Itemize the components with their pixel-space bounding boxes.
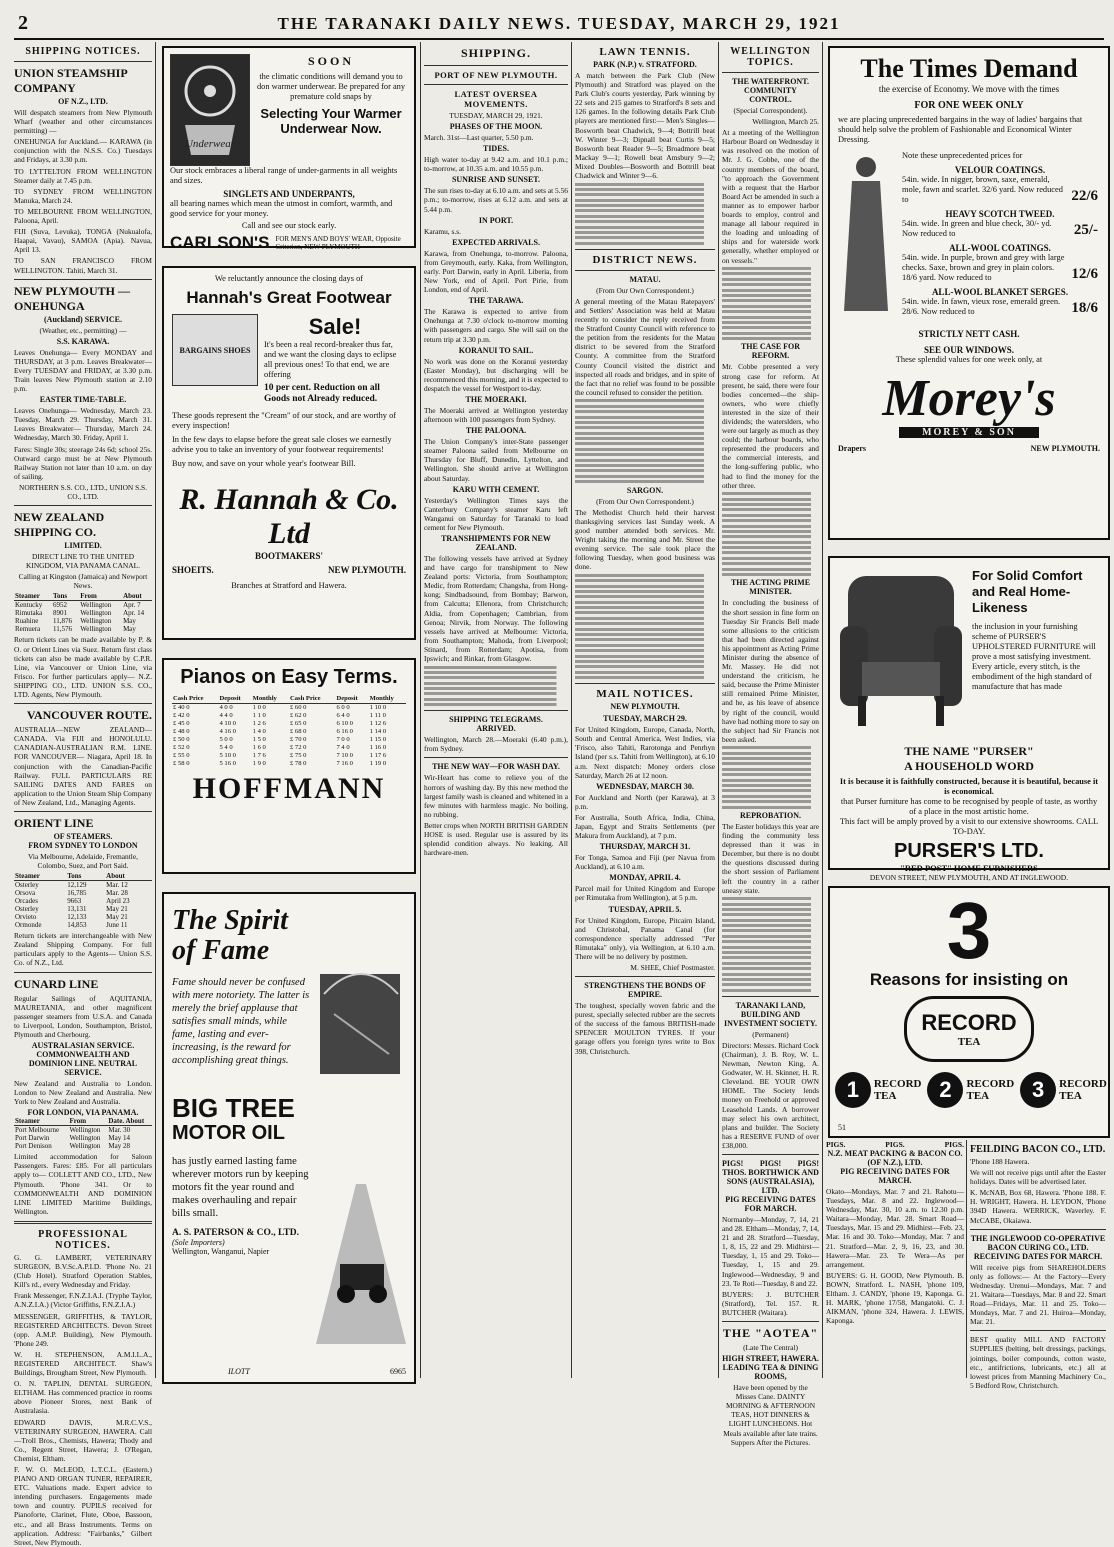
masthead-title: THE TARANAKI DAILY NEWS. TUESDAY, MARCH 29, 1921 xyxy=(277,14,841,33)
moreys-brand: Morey's xyxy=(882,370,1056,427)
table-row: £ 55 0 5 10 0 1 7 6 £ 75 0 7 10 0 1 17 6 xyxy=(173,752,387,759)
ad-text: It is because it is faithfully constructed, because it is beautiful, because it is economical. xyxy=(839,777,1099,796)
company-sub: LIMITED. xyxy=(64,541,102,551)
ad-subheading: THE NAME "PURSER" xyxy=(904,744,1034,758)
ad-text: NEW PLYMOUTH. xyxy=(327,565,406,575)
company-name: THOS. BORTHWICK AND SONS (AUSTRALASIA), LTD. xyxy=(722,1167,819,1195)
underwear-illustration xyxy=(170,54,250,166)
bigtree-motor-oil-ad xyxy=(162,892,416,1384)
article-text: Normanby—Monday, 7, 14, 21 and 28. Eltham—Monday, 7, 14, 21 and 28. Stratford—Tuesday, 1, 8, 15, 22 and 29. Midhirst—Tuesday, 1, 15 and 29. Toko—Tuesday, 1, 15 and 29. Inglewood—Wednesday, 9 and 23. Te Roti—Tuesday, 8 and 22. xyxy=(722,1214,819,1288)
notice-text: (Weather, etc., permitting) — xyxy=(39,325,127,335)
ad-text: Our stock embraces a liberal range of under-garments in all weights and sizes. xyxy=(170,166,398,185)
company-name: VANCOUVER ROUTE. xyxy=(26,708,152,723)
table-header: Tons xyxy=(52,592,79,601)
table-header: Steamer xyxy=(14,872,66,881)
article-text: The Easter holidays this year are finding the community less depressed than it was in December, but there is no doubt the questions discussed during the short session of Parliament left the country in a rather uneasy state. xyxy=(722,821,819,895)
subheading: COMMUNITY CONTROL. xyxy=(744,86,797,104)
table-row: Port Melbourne Wellington Mar. 30 xyxy=(15,1126,131,1135)
ad-text: Buy now, and save on your whole year's footwear Bill. xyxy=(172,459,356,468)
table-header: From xyxy=(68,1117,107,1126)
table-row: Osterley 12,129 Mar. 12 xyxy=(15,881,128,890)
table-row: Kentucky 6952 Wellington Apr. 7 xyxy=(15,601,141,610)
price-item-price: 18/6 xyxy=(1071,300,1098,316)
subheading: THE TARAWA. xyxy=(468,296,524,306)
article-text: March. 31st—Last quarter, 5.50 p.m. xyxy=(424,133,534,143)
hoffmann-brand: HOFFMANN xyxy=(192,772,386,805)
record-reason xyxy=(1020,1072,1107,1108)
woman-in-coat-illustration xyxy=(838,151,894,321)
byline: (From Our Own Correspondent.) xyxy=(596,285,694,295)
company-name: THE INGLEWOOD CO-OPERATIVE BACON CURING CO., LTD. xyxy=(970,1233,1106,1252)
ad-text: the climatic conditions will demand you to don warmer underwear. Be prepared for any premature cold snaps by xyxy=(256,72,406,101)
section-heading: PROFESSIONAL NOTICES. xyxy=(38,1228,128,1251)
column-rule xyxy=(571,42,572,1378)
price-item-price: 22/6 xyxy=(1071,188,1098,204)
subheading: RECEIVING DATES FOR MARCH. xyxy=(973,1251,1103,1261)
article-text: Okato—Mondays, Mar. 7 and 21. Rahotu—Tuesdays, Mar. 8 and 22. Inglewood—Wednesday, Mar. 30, 10 a.m. to 12.30 p.m. Waitara—Monday, Mar. 28. Smart Road—Tuesdays, Mar. 15 and 29. Midhirst—Feb. 23, Mar. 16 and 30. Toko—Monday, Mar. 7 and 21. Stratford—Mar. 2, 9, 16, 23, and 30. Hawera—Mar. 23. Te Wera—As per arrangement. xyxy=(826,1187,964,1269)
column-rule xyxy=(420,42,421,1378)
reason-label: RECORD TEA xyxy=(1059,1078,1107,1102)
table-row: £ 48 0 4 16 0 1 4 0 £ 68 0 6 16 0 1 14 0 xyxy=(173,728,387,735)
pursers-furniture-ad xyxy=(828,556,1110,882)
professional-notice: O. N. TAPLIN, DENTAL SURGEON, ELTHAM. Has commenced practice in rooms above Pioneer Stores, next Bank of Australasia. xyxy=(14,1379,152,1416)
byline: (Late The Central) xyxy=(743,1343,798,1353)
ad-headline: Selecting Your Warmer Underwear Now. xyxy=(260,106,402,136)
article-text: Directors: Messrs. Richard Cock (Chairman), J. B. Roy, W. L. Newman, Newton King, A. Godwater, W. H. Skinner, H. R. Cleveland. BE YOUR OWN HOME. The Society lends money on Freehold or approved Leasehold Lands. A borrower may select his own architect, plans and builder. The Society has a RESERVE FUND of over £38,000. xyxy=(722,1040,819,1150)
notice-text: Will despatch steamers from New Plymouth Wharf (weather and other circumstances permitting) — xyxy=(14,108,152,136)
mail-day: WEDNESDAY, MARCH 30. xyxy=(596,781,694,791)
record-brand: RECORD xyxy=(921,1010,1017,1035)
subheading: THE MOERAKI. xyxy=(465,394,527,404)
mill-supplies-notice: BEST quality MILL AND FACTORY SUPPLIES (belting, belt dressings, packings, jointings, boiler compounds, cotton waste, etc., antifrictions, lubricants, etc.) all at lowest prices from Manning Machinery Co., 5 Bedford Row, Christchurch. xyxy=(970,1335,1106,1390)
table-row: Rimutaka 8901 Wellington Apr. 14 xyxy=(15,609,145,618)
road-car-illustration xyxy=(316,1144,406,1344)
mail-text: For United Kingdom, Europe, Canada, North, South and Central America, West Indies, via 'Frisco, also Tahiti, Rarotonga and Penrhyn Island (per s.s. Tahiti from Wellington), at 6.10 a.m. Next dispatch: Money orders close Saturday, March 26 at 12 noon. xyxy=(575,725,715,780)
article-text: Karamu, s.s. xyxy=(424,226,461,236)
mail-day: TUESDAY, APRIL 5. xyxy=(608,904,682,914)
table-row: £ 40 0 4 0 0 1 0 0 £ 60 0 6 0 0 1 10 0 xyxy=(173,704,387,711)
ad-text: (Sole Importers) xyxy=(172,1238,225,1247)
table-header: About xyxy=(122,592,152,601)
ad-text: NEW PLYMOUTH. xyxy=(1030,444,1100,453)
mail-text: For Australia, South Africa, India, China, Japan, Egypt and Straits Settlements (per Makura from Auckland), at 7 p.m. xyxy=(575,812,715,841)
notice-text: Via Melbourne, Adelaide, Fremantle, Colombo, Suez, and Port Said. xyxy=(28,851,138,871)
ad-text: that Purser furniture has come to be recognised by people of taste, as worthy of a place in the most artistic home. xyxy=(840,797,1098,816)
page-number: 2 xyxy=(18,12,28,34)
sailing-table xyxy=(14,592,152,633)
ad-subheading: "RED POST" HOME FURNISHERS xyxy=(900,863,1038,873)
bigtree-brand: BIG TREE xyxy=(172,1093,295,1123)
company-name: FEILDING BACON CO., LTD. xyxy=(970,1144,1106,1155)
ad-text: the inclusion in your furnishing scheme of PURSER'S UPHOLSTERED FURNITURE will prove a most satisfying investment. Every article, every stitch, is the embodiment of the high standard of manufacture that has made xyxy=(972,622,1096,691)
table-header: From xyxy=(79,592,122,601)
section-heading: WELLINGTON TOPICS. xyxy=(730,46,811,68)
notice-text: AUSTRALIA—NEW ZEALAND—CANADA. Via FIJI and HONOLULU. CANADIAN-AUSTRALIAN R.M. LINE. FOR VANCOUVER— Niagara, April 18. In conjunction with the Canadian-Pacific Railway. FULL PARTICULARS RE SAILING DATES AND FARES on application to the Union Steam Ship Company of New Zealand, Ltd., Managing Agents. xyxy=(14,725,152,807)
article-text: Better crops when NORTH BRITISH GARDEN HOSE is used. Regular use is assured by its splendid condition always. No leaking. All hardware-men. xyxy=(424,820,568,858)
price-item-price: 12/6 xyxy=(1071,266,1098,282)
table-row: Port Denison Wellington May 28 xyxy=(15,1142,130,1151)
notice-text: Leaves Onehunga— Wednesday, March 23. Tuesday, March 29. Thursday, March 31. Leaves Breakwater— Thursday, March 24. Wednesday, March 30. Friday, April 1. xyxy=(14,406,152,443)
article-text: BUYERS: G. H. GOOD, New Plymouth. B. BOWN, Stratford. L. NASH, 'phone 109, Eltham. J. CANDY, 'phone 19, Kaponga. G. H. MARK, 'phone 17/58, Mangatoki. C. J. AIKMAN, 'phone 324, Hawera. J. LEWIS, Kaponga. xyxy=(826,1270,964,1326)
ad-text: all bearing names which mean the utmost in comfort, warmth, and good service for your money. xyxy=(170,199,393,218)
ad-subheading: SEE OUR WINDOWS. xyxy=(923,345,1015,355)
notice-text: TO SAN FRANCISCO FROM WELLINGTON. Tahiti, March 31. xyxy=(14,256,152,275)
article-text: Will receive pigs from SHAREHOLDERS only as follows:— At the Factory—Every Wednesday. Urenui—Mondays, Mar. 7 and 21. Waitara—Tuesdays, Mar. 8 and 22. Smart Road—Fridays, Mar. 11 and 25. Toko—Mondays, Mar. 7 and 21. Huiroa—Monday, Mar. 21. xyxy=(970,1262,1106,1327)
price-item xyxy=(902,243,1098,283)
table-header: About xyxy=(105,872,152,881)
column-rule xyxy=(822,42,823,1378)
section-heading: SHIPPING NOTICES. xyxy=(25,46,141,57)
professional-notice: EDWARD DAVIS, M.R.C.V.S., VETERINARY SURGEON, HAWERA. Call—Troll Bros., Chemists, Hawera; Thody and Co., Regent Street, Hawera; J. O'Regan, Chemist, Eltham. xyxy=(14,1417,152,1463)
notice-text: Return tickets can be made available by P. & O. or Orient Lines via Suez. Return first class tickets can also be made available by C.P.R. Line, via Vancouver or Union Line, via Frisco. For further particulars apply— N.Z. SHIPPING CO., LTD. UNION S.S. CO., LTD. Agents, New Plymouth. xyxy=(14,635,152,700)
article-text: Yesterday's Wellington Times says the Canterbury Company's steamer Karu left Wanganui on Saturday for Taranaki to load cement for New Plymouth. xyxy=(424,495,568,532)
notice-text: Return tickets are interchangeable with New Zealand Shipping Company. For full particulars apply to the Agents— Union S.S. Co. of N.Z., Ltd. xyxy=(14,931,152,968)
ad-text: Note these unprecedented prices for xyxy=(902,151,1023,160)
company-name: NEW ZEALAND SHIPPING CO. xyxy=(14,510,105,540)
notice-text: New Zealand and Australia to London. London to New Zealand and Australia. New York to New Zealand and Australia. xyxy=(14,1079,152,1107)
subheading: REPROBATION. xyxy=(740,810,801,820)
subheading: PARK (N.P.) v. STRATFORD. xyxy=(593,60,697,69)
mail-text: For Tonga, Samoa and Fiji (per Navua from Auckland), at 6.10 a.m. xyxy=(575,853,715,872)
company-sub: (Auckland) SERVICE. xyxy=(44,314,122,324)
article-text: Mr. Cobbe presented a very strong case for reform. At present, he said, there were four bodies concerned—the ship-owners, who were chiefly interested in the size of their dividends; the waterslders, who were out largely as much as they could; the harbour boards, who represented the producers and the commercial interests, and the long-suffering public, who had to find the money for the other three. xyxy=(722,362,819,490)
price-item-desc: 54in. wide. In nigger, brown, saxe, emerald, mole, fawn and scarlet. 32/6 yard. Now reduced to xyxy=(902,175,1063,204)
subheading: PHASES OF THE MOON. xyxy=(449,122,543,132)
article-text: We will not receive pigs until after the Easter holidays. Dates will be advertised later. xyxy=(970,1168,1106,1187)
sailing-table xyxy=(14,1117,152,1150)
feilding-bacon-notice xyxy=(970,1140,1106,1390)
pigs-label: PIGS! xyxy=(759,1158,782,1168)
shipping-news-column xyxy=(424,42,568,1378)
article-text: High water to-day at 9.42 a.m. and 10.1 p.m.; to-morrow, at 10.35 a.m. and 10.55 p.m. xyxy=(424,155,568,174)
hoffmann-pianos-ad xyxy=(162,658,416,874)
notice-text: Calling at Kingston (Jamaica) and Newport News. xyxy=(18,572,148,591)
illustration-label: BARGAINS SHOES xyxy=(179,345,251,355)
reason-label: RECORD TEA xyxy=(966,1078,1015,1102)
subheading: PIG RECEIVING DATES FOR MARCH. xyxy=(725,1194,816,1213)
hannah-signature: R. Hannah & Co. Ltd xyxy=(179,483,399,550)
ad-text: SHOEITS. xyxy=(172,565,214,575)
table-row: £ 42 0 4 4 0 1 1 0 £ 62 0 6 4 0 1 11 0 xyxy=(173,712,386,719)
mail-day: TUESDAY, MARCH 29. xyxy=(603,714,687,724)
ad-text: DEVON STREET, NEW PLYMOUTH, AND AT INGLEWOOD. xyxy=(869,873,1069,882)
illustration-label: Underwear xyxy=(184,138,236,150)
table-row: £ 58 0 5 16 0 1 9 0 £ 78 0 7 16 0 1 19 0 xyxy=(173,760,387,767)
ad-subheading: BOOTMAKERS' xyxy=(254,551,323,561)
ad-headline: Reasons for insisting on xyxy=(869,970,1069,989)
professional-notice: MESSENGER, GRIFFITHS, & TAYLOR, REGISTERED ARCHITECTS. Devon Street (opp. A.M.P. Building), New Plymouth. 'Phone 249. xyxy=(14,1311,152,1348)
professional-notice: W. H. STEPHENSON, A.M.I.L.A., REGISTERED ARCHITECT. Shaw's Buildings, Brougham Street, New Plymouth. xyxy=(14,1349,152,1378)
company-name: NEW PLYMOUTH — ONEHUNGA xyxy=(14,283,131,313)
subheading: EXPECTED ARRIVALS. xyxy=(452,237,540,247)
byline: (Permanent) xyxy=(752,1029,789,1039)
route-title: COMMONWEALTH AND DOMINION LINE. NEUTRAL SERVICE. xyxy=(28,1050,138,1077)
ad-text: the exercise of Economy. We move with the times xyxy=(878,84,1060,94)
table-row: Orvieto 12,133 May 21 xyxy=(15,913,128,922)
ad-text: Call and see our stock early. xyxy=(241,221,337,230)
table-header: Steamer xyxy=(14,592,52,601)
shipping-notices-column xyxy=(14,42,152,1547)
reason-number: 2 xyxy=(927,1072,963,1108)
article-text: The Methodist Church held their harvest thanksgiving services last Sunday week. A good number attended both services. Mr. Wright taking the morning and Mr. Street the evening service. The sale took place the following Tuesday, when good business was done. xyxy=(575,507,715,572)
section-heading: SHIPPING. xyxy=(460,46,531,60)
record-reason xyxy=(927,1072,1015,1108)
ad-text: We reluctantly announce the closing days of xyxy=(214,274,364,283)
pursers-brand: PURSER'S LTD. xyxy=(894,840,1044,862)
bargains-shoes-illustration xyxy=(172,314,258,386)
notice-text: ONEHUNGA for Auckland.— KARAWA (in conjunction with the N.S.S. Co.) Tuesdays and Fridays, at 3.30 p.m. xyxy=(14,137,152,165)
column-rule xyxy=(966,1140,967,1378)
company-sub: OF N.Z., LTD. xyxy=(58,97,108,106)
table-row: £ 50 0 5 0 0 1 5 0 £ 70 0 7 0 0 1 15 0 xyxy=(173,736,387,743)
carlsons-brand: CARLSON'S xyxy=(170,233,270,252)
article-text: Wellington, March 28.—Moeraki (6.40 p.m.), from Sydney. xyxy=(424,735,568,754)
notice-text: Leaves Onehunga— Every MONDAY and THURSDAY, at 3 p.m. Leaves Breakwater— Every TUESDAY and FRIDAY, at 3.30 p.m. Train leaves New Plymouth station at 2.10 p.m. xyxy=(14,347,152,394)
ad-headline: The Times Demand xyxy=(860,54,1078,83)
ad-text: In the few days to elapse before the great sale closes we earnestly advise you to take an inventory of your footwear requirements! xyxy=(172,435,392,454)
price-item xyxy=(902,165,1098,205)
company-name: N.Z. MEAT PACKING & BACON CO. (OF N.Z.), LTD. xyxy=(827,1149,963,1167)
subheading: STRENGTHENS THE BONDS OF EMPIRE. xyxy=(584,981,706,1000)
mail-text: For United Kingdom, Europe, Pitcairn Island, and Christobal, Panama Canal (for correspondence specially addressed "Per Rimutaka" only), via Wellington, at 6.10 a.m. There will be no delivery by postmen. xyxy=(575,915,715,961)
article-text: K. McNAB, Box 68, Hawera. 'Phone 188. F. H. WRIGHT, Hawera. H. LEYDON, 'Phone 394D Hawera. WERRICK, Waverley. F. McCABE, Okaiawa. xyxy=(970,1188,1106,1225)
subheading: PIG RECEIVING DATES FOR MARCH. xyxy=(840,1167,950,1185)
subheading: TARANAKI LAND, BUILDING AND INVESTMENT SOCIETY. xyxy=(724,1000,817,1028)
ad-text: These goods represent the "Cream" of our stock, and are worthy of every inspection! xyxy=(172,411,397,430)
ad-text: FOR MEN'S AND BOYS' WEAR, Opposite Criterion, NEW PLYMOUTH xyxy=(275,235,401,251)
notice-text: TO MELBOURNE FROM WELLINGTON, Paloona, April. xyxy=(14,206,152,226)
price-item-name: HEAVY SCOTCH TWEED. xyxy=(945,209,1055,219)
notice-text: TO LYTTELTON FROM WELLINGTON Steamer daily at 7.45 p.m. xyxy=(14,166,152,185)
table-row: Remuera 11,576 Wellington May xyxy=(15,625,136,634)
price-item-price: 25/- xyxy=(1073,222,1098,238)
ad-text: Fame should never be confused with mere notoriety. The latter is merely the brief applause that satisfies small minds, while fame, lasting and ever-increasing, is the reward for accomplishing great things. xyxy=(172,977,310,1066)
subheading: THE ACTING PRIME MINISTER. xyxy=(730,578,811,597)
ad-text: Wellington, Wanganui, Napier xyxy=(172,1247,270,1256)
professional-notice: Frank Messenger, F.N.Z.I.A.I. (Tryphe Taylor, A.N.Z.I.A.) (Victor Griffiths, F.N.Z.I.A.) xyxy=(14,1291,152,1310)
subheading: THE WATERFRONT. xyxy=(732,77,809,86)
article-text: The Union Company's inter-State passenger steamer Paloona sailed from Melbourne on Thursday for Bluff, Dunedin, Lyttelton, and Wellington. She should arrive at Wellington about Saturday. xyxy=(424,437,568,483)
subheading: SARGON. xyxy=(626,485,664,495)
masthead xyxy=(14,6,1104,40)
section-heading: MAIL NOTICES. xyxy=(596,688,694,701)
article-text: The Karawa is expected to arrive from Onehunga at 7.30 o'clock to-morrow morning with passengers and cargo. She will sail on the return trip at 3.30 p.m. xyxy=(424,307,568,344)
pigs-label: PIGS! xyxy=(722,1158,744,1168)
subheading: NEW PLYMOUTH. xyxy=(610,702,680,712)
mail-text: For Auckland and North (per Karawa), at 3 p.m. xyxy=(575,792,715,811)
article-text: 'Phone 188 Hawera. xyxy=(970,1157,1030,1166)
article-text: The following vessels have arrived at Sydney and have cargo for transhipment to New Zealand ports: Victoria, from Southampton; Medic, from Rotterdam; Changsha, from Hong-kong; Sindbadsound, from Bombay; Barwon, from Calcutta; Ellenora, from Christchurch; Aldia, from Copenhagen; Cambrian, from Genoa; Nirvik, from Norway. The following vessels have arrived at Melbourne: Victoria, from Southampton; Mahoda, from Liverpool; Stinard, from Rotterdam; Apotisa, from Ipswich; and Rinkar, from Glasgow. xyxy=(424,554,568,664)
route-title: FOR LONDON, VIA PANAMA. xyxy=(27,1108,139,1118)
subheading: SUNRISE AND SUNSET. xyxy=(451,175,541,185)
date-line: Wellington, March 25. xyxy=(752,117,819,127)
table-row: £ 52 0 5 4 0 1 6 0 £ 72 0 7 4 0 1 16 0 xyxy=(173,744,387,751)
notice-text: Limited accommodation for Saloon Passengers. Fares: £85. For all particulars apply to— COLLETT AND CO., LTD., New Plymouth. 'Phone 341. Or to COMMONWEALTH AND DOMINION LINE LIMITED Maritime Buildings, Wellington. xyxy=(14,1152,152,1216)
price-item xyxy=(902,287,1098,317)
armchair-illustration xyxy=(836,566,966,734)
article-text: Karawa, from Onehunga, to-morrow. Paloona, from Greymouth, early. Kaka, from Wellington, early. Port Darwin, early in April. Liberia, from New York, end of April. Port Pirie, from London, end of April. xyxy=(424,248,568,295)
article-text: The Moeraki arrived at Wellington yesterday afternoon with 100 passengers from Sydney. xyxy=(424,405,568,425)
route-title: FROM SYDNEY TO LONDON xyxy=(28,840,138,850)
ad-text: Branches at Stratford and Hawera. xyxy=(231,581,347,590)
article-text: Wir-Heart has come to relieve you of the horrors of washing day. By this new method the largest family wash is cleaned and whitened in a few minutes with harmless magic. No boiling, no rubbing. xyxy=(424,773,568,819)
subheading: PORT OF NEW PLYMOUTH. xyxy=(434,70,558,80)
subheading: SHIPPING TELEGRAMS. xyxy=(449,715,543,725)
price-item-desc: 54in. wide. In purple, brown and grey with large checks. Saxe, brown and grey in plain colors. 18/6 yard. Now reduced to xyxy=(902,253,1065,282)
carlsons-ad xyxy=(162,46,416,252)
company-name: CUNARD LINE xyxy=(14,976,99,991)
hannah-footwear-ad xyxy=(162,266,416,640)
motor-oil-brand: MOTOR OIL xyxy=(172,1122,285,1144)
ship-name: S.S. KARAWA. xyxy=(56,336,110,346)
mail-day: MONDAY, APRIL 4. xyxy=(609,873,681,883)
article-text: The toughest, specially woven fabric and the purest, specially selected rubber are the secrets of the success of the famous BRITISH-made SPENCER MOULTON TYRES. If your garage offers you foreign tyres write to Box 398, Christchurch. xyxy=(575,1001,715,1056)
table-row: Port Darwin Wellington May 14 xyxy=(15,1134,130,1143)
district-news-column xyxy=(575,42,715,1378)
notice-text: TO SYDNEY FROM WELLINGTON Manuka, March 24. xyxy=(14,186,152,205)
subheading: TIDES. xyxy=(482,144,509,154)
price-item-name: ALL-WOOL COATINGS. xyxy=(949,243,1051,253)
record-tea-ad xyxy=(828,886,1110,1138)
ad-text: It's been a real record-breaker thus far, and we want the closing days to eclipse all previous ones! To that end, we are offering xyxy=(264,340,397,379)
price-item-name: VELOUR COATINGS. xyxy=(954,165,1046,175)
ad-text: These splendid values for one week only, at xyxy=(895,355,1043,364)
ad-code: 6965 xyxy=(390,1367,406,1376)
ad-text: Drapers xyxy=(838,444,866,453)
ad-subheading: SINGLETS AND UNDERPANTS, xyxy=(223,189,355,199)
wellington-topics-column xyxy=(722,42,819,1447)
ad-title: SOON xyxy=(307,54,354,68)
article-text: The sun rises to-day at 6.10 a.m. and sets at 5.56 p.m.; to-morrow, rises at 6.12 a.m. and sets at 5.44 p.m. xyxy=(424,186,568,214)
professional-notice: G. G. LAMBERT, VETERINARY SURGEON, B.V.Sc.A.P.I.D. 'Phone No. 21 (Club Hotel). Stratford Operation Stables, Kill's rd., every Wednesday and Friday. xyxy=(14,1252,152,1290)
article-text: A match between the Park Club (New Plymouth) and Stratford was played on the Park Club's courts yesterday, Park winning by 22 sets and 215 games to Stratford's 8 sets and 126 games. In the following details Park Club players are mentioned first:— Men's Singles—Bosworth beat Chadwick, 9—4; Bottrill beat W. Winter 9—3; Dipnall beat Curtis 9—5; Bosworth beat Reader 9—5; Broadmore beat Mackay 9—1; Rowell beat Amsbury 9—2; Mixed Doubles—Bosworth and Bottrill beat Chadwick and Winter 9—6. xyxy=(575,71,715,181)
notice-text: Regular Sailings of AQUITANIA, MAURETANIA, and other magnificent passenger steamers from U.S.A. and Canada to Liverpool, London, Southampton, Bristol, Plymouth and Cherbourg. xyxy=(14,993,152,1039)
company-name: ORIENT LINE xyxy=(14,815,94,830)
table-header: Date. About xyxy=(107,1117,152,1126)
motorcar-illustration xyxy=(314,934,408,1084)
company-sub: OF STEAMERS. xyxy=(53,831,113,841)
price-item-desc: 54in. wide. In green and blue check, 30/- yd. Now reduced to xyxy=(902,219,1052,238)
subheading: THE PALOONA. xyxy=(465,426,527,436)
moreys-ad xyxy=(828,46,1110,540)
price-item-desc: 54in. wide. In fawn, vieux rose, emerald green. 28/6. Now reduced to xyxy=(902,297,1061,316)
professional-notice: F. W. O. McLEOD, L.T.C.L. (Eastern.) PIANO AND ORGAN TUNER, REPAIRER, ETC. Valuations made. Expert advice to intending purchasers. Engagements made town and country. PUPILS received for Pianoforte, Clarinet, Flute, Oboe, Bassoon, etc., and all Brass Instruments. Terms on application. Address: "Fairbanks," Gilbert Street, New Plymouth. xyxy=(14,1465,152,1547)
article-text: Have been opened by the Misses Cane. DAINTY MORNING & AFTERNOON TEAS, HOT DINNERS & LIGHT LUNCHEONS. Hot Meals available after late trains. Suppers After the Pictures. xyxy=(723,1383,818,1447)
subheading: THE CASE FOR REFORM. xyxy=(740,342,801,361)
article-text: In concluding the business of the short session in fine form on Tuesday Sir Francis Bell made some allusions to the criticism that had been directed against his appointment as Acting Prime Minister during the absence of Mr. Massey. He did not understand the criticism, he said, because the Prime Minister still remained Prime Minister, and he, as his leave of absence by right of the council, would have had nothing more to say on the subject had Sir Francis not been asked. xyxy=(722,598,819,744)
reason-label: RECORD TEA xyxy=(873,1078,922,1102)
column-rule xyxy=(155,42,156,1378)
signature: M. SHEE, Chief Postmaster. xyxy=(630,963,715,973)
price-item xyxy=(902,209,1098,239)
subheading: LATEST OVERSEA MOVEMENTS. xyxy=(454,89,538,109)
ad-headline: The Spirit of Fame xyxy=(172,905,288,966)
ad-text: has justly earned lasting fame wherever motors run by keeping motors fit the year round and makes overhauling and repair bills small. xyxy=(172,1156,309,1219)
subheading: IN PORT. xyxy=(478,215,514,225)
pigs-label: PIGS. xyxy=(826,1140,846,1149)
table-row: £ 45 0 4 10 0 1 2 6 £ 65 0 6 10 0 1 12 6 xyxy=(173,720,387,727)
aotea-heading: THE "AOTEA" xyxy=(722,1326,819,1341)
pigs-label: PIGS! xyxy=(797,1158,819,1168)
section-heading: LAWN TENNIS. xyxy=(599,46,691,58)
subheading: KORANUI TO SAIL. xyxy=(458,345,534,355)
route-title: AUSTRALASIAN SERVICE. xyxy=(31,1041,135,1050)
subheading: LEADING TEA & DINING ROOMS, xyxy=(722,1363,819,1382)
table-row: Orsova 16,785 Mar. 28 xyxy=(15,889,128,898)
pigs-label: PIGS. xyxy=(885,1140,905,1149)
table-row: Ormonde 14,853 June 11 xyxy=(15,921,128,930)
table-header: Tons xyxy=(66,872,105,881)
ad-text: we are placing unprecedented bargains in the way of ladies' bargains that should help solve the problem of Fashionable and Economical Winter Dressing. xyxy=(838,115,1083,144)
record-reason xyxy=(835,1072,922,1108)
ad-subheading: A HOUSEHOLD WORD xyxy=(904,759,1034,773)
notice-text: NORTHERN S.S. CO., LTD., UNION S.S. CO., LTD. xyxy=(18,482,148,501)
section-heading: DISTRICT NEWS. xyxy=(592,253,698,266)
record-tea-logo xyxy=(904,996,1034,1062)
company-name: UNION STEAMSHIP COMPANY xyxy=(14,66,128,95)
pigs-label: PIGS. xyxy=(944,1140,964,1149)
reason-number: 1 xyxy=(835,1072,871,1108)
record-number: 3 xyxy=(946,886,992,975)
ad-headline: Pianos on Easy Terms. xyxy=(180,666,398,688)
table-row: Ruahine 11,876 Wellington May xyxy=(15,617,136,626)
ad-headline: For Solid Comfort and Real Home-Likeness xyxy=(972,568,1083,615)
sale-heading: Sale! xyxy=(308,314,362,339)
table-header: Steamer xyxy=(14,1117,68,1126)
subheading: TRANSHIPMENTS FOR NEW ZEALAND. xyxy=(441,534,551,552)
reason-number: 3 xyxy=(1020,1072,1056,1108)
ad-offer: 10 per cent. Reduction on all Goods not Already reduced. xyxy=(264,383,380,404)
table-row: Osterley 13,131 May 21 xyxy=(15,905,128,914)
ad-credit: ILOTT xyxy=(228,1367,250,1376)
mail-text: Parcel mail for United Kingdom and Europe per Rimutaka from Wellington), at 5 p.m. xyxy=(575,884,715,903)
subheading: MATAU. xyxy=(629,274,661,284)
ad-subheading: FOR ONE WEEK ONLY xyxy=(914,100,1024,111)
subheading: KARU WITH CEMENT. xyxy=(452,484,540,494)
notice-text: Fares: Single 30s; steerage 24s 6d; school 25s. Outward cargo must be at New Plymouth Railway Station not later than 10 a.m. on day of sailing. xyxy=(14,444,152,481)
article-text: No work was done on the Koranui yesterday (Easter Monday), but discharging will be recommenced this morning, and it is expected to despatch the vessel for Westport to-day. xyxy=(424,356,568,393)
notice-text: FIJI (Suva, Levuka), TONGA (Nukualofa, Haapai, Vavau), SAMOA (Apia). Navua, April 13. xyxy=(14,227,152,255)
column-rule xyxy=(718,42,719,1378)
timetable-title: EASTER TIME-TABLE. xyxy=(39,395,127,405)
price-item-name: ALL-WOOL BLANKET SERGES. xyxy=(931,287,1069,297)
notice-text: DIRECT LINE TO THE UNITED KINGDOM, VIA PANAMA CANAL. xyxy=(26,552,140,571)
nz-meat-packing-notice xyxy=(826,1140,964,1378)
subheading: ARRIVED. xyxy=(476,724,516,734)
signature: BUYERS: J. BUTCHER (Stratford), Tel. 157. R. BUTCHER (Waitara). xyxy=(722,1289,819,1317)
subheading: HIGH STREET, HAWERA. xyxy=(722,1354,819,1364)
ad-company: A. S. PATERSON & CO., LTD. xyxy=(172,1228,300,1238)
ad-headline: Hannah's Great Footwear xyxy=(186,288,392,307)
sailing-table xyxy=(14,872,152,929)
article-text: At a meeting of the Wellington Harbour Board on Wednesday it was resolved on the motion of Mr. J. G. Cobbe, one of the country members of the board, "to approach the Government with a request that the Harbor Board Act be amended in such a manner as to empower harbor boards to employ, control and manage all labour required in the loading and unloading of ships and for waterside work generally, whether employed or on vessels." xyxy=(722,128,819,265)
record-brand-sub: TEA xyxy=(957,1036,981,1048)
mail-day: THURSDAY, MARCH 31. xyxy=(599,842,691,852)
subheading: THE NEW WAY—FOR WASH DAY. xyxy=(432,762,560,772)
ad-code: 51 xyxy=(838,1123,846,1132)
byline: (From Our Own Correspondent.) xyxy=(596,496,694,506)
table-row: Orcades 9663 April 23 xyxy=(15,897,130,906)
piano-price-table: Cash Price Deposit Monthly Cash Price Deposit Monthly £ 40 0 4 0 0 1 0 0 £ 60 0 6 0 0 1 10 0 £ 42 0 4 4 0 1 1 0 £ 62 0 6 4 0 1 11 0 £ 45 0 4 10 0 1 2 6 £ 65 0 6 10 0 1 12 6 £ 48 0 4 16 0 1 4 0 £ 68 0 6 16 0 1 14 0 £ 50 0 5 0 0 1 5 0 £ 70 0 7 0 0 1 15 0 £ 52 0 5 4 0 1 6 0 £ 72 0 7 4 0 1 16 0 £ 55 0 5 10 0 1 7 6 £ 75 0 7 10 0 1 17 6 £ 58 0 5 16 0 1 9 0 £ 78 0 7 16 0 1 19 0 xyxy=(172,695,406,768)
ad-text: This fact will be amply proved by a visit to our extensive showrooms. CALL TO-DAY. xyxy=(839,817,1099,836)
morey-son-banner: MOREY & SON xyxy=(899,427,1039,438)
byline: (Special Correspondent). xyxy=(733,106,808,115)
ad-subheading: STRICTLY NETT CASH. xyxy=(918,329,1020,339)
date-line: TUESDAY, MARCH 29, 1921. xyxy=(449,111,543,120)
article-text: A general meeting of the Matau Ratepayers' and Settlers' Association was held at Matau recently to consider the reply received from the Stratford County Council with reference to the petition from the residents for the Matau district to be severed from the Stratford County. A committee from the Stratford County Council visited the district and inspected all roads and bridges, and in spite of the fact that no relief was found to be possible the council refused to consider the petition. xyxy=(575,296,715,397)
